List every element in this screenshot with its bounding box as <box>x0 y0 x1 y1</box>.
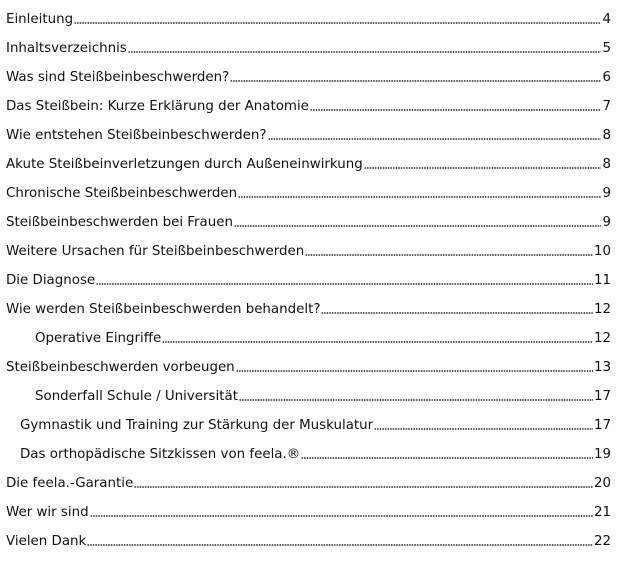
toc-entry[interactable] <box>35 326 611 348</box>
dot-leader <box>374 427 593 431</box>
toc-entry-page: 4 <box>602 12 611 27</box>
toc-entry[interactable] <box>6 268 611 290</box>
toc-entry-title: Wer wir sind <box>6 505 89 520</box>
toc-entry-title: Sonderfall Schule / Universität <box>35 389 238 404</box>
toc-entry-title: Steißbeinbeschwerden vorbeugen <box>6 360 235 375</box>
toc-entry-title: Chronische Steißbeinbeschwerden <box>6 186 238 201</box>
toc-entry-page: 9 <box>602 215 611 230</box>
toc-entry[interactable] <box>6 297 611 319</box>
toc-entry-title: Wie entstehen Steißbeinbeschwerden? <box>6 128 267 143</box>
toc-entry-page: 21 <box>593 505 611 520</box>
toc-entry[interactable] <box>6 65 611 87</box>
toc-entry-title: Operative Eingriffe <box>35 331 162 346</box>
toc-entry-title: Das orthopädische Sitzkissen von feela.® <box>20 447 301 462</box>
toc-entry[interactable] <box>6 36 611 58</box>
toc-entry[interactable] <box>35 384 611 406</box>
toc-entry-title: Gymnastik und Training zur Stärkung der Muskulatur <box>20 418 374 433</box>
toc-entry[interactable] <box>6 529 611 551</box>
dot-leader <box>364 166 602 170</box>
toc-entry-page: 22 <box>593 534 611 549</box>
dot-leader <box>230 79 601 83</box>
toc-entry-title: Vielen Dank <box>6 534 87 549</box>
dot-leader <box>301 456 593 460</box>
dot-leader <box>238 195 601 199</box>
dot-leader <box>134 485 593 489</box>
dot-leader <box>128 50 602 54</box>
toc-entry-title: Die Diagnose <box>6 273 96 288</box>
toc-entry-title: Steißbeinbeschwerden bei Frauen <box>6 215 233 230</box>
toc-entry-page: 7 <box>602 99 611 114</box>
toc-entry-page: 17 <box>593 418 611 433</box>
toc-entry-title: Weitere Ursachen für Steißbeinbeschwerden <box>6 244 305 259</box>
toc-entry[interactable] <box>6 123 611 145</box>
toc-entry-title: Wie werden Steißbeinbeschwerden behandelt? <box>6 302 321 317</box>
toc-entry-page: 12 <box>593 331 611 346</box>
toc-entry[interactable] <box>6 239 611 261</box>
toc-entry-page: 8 <box>602 128 611 143</box>
toc-entry[interactable] <box>6 181 611 203</box>
dot-leader <box>162 340 593 344</box>
toc-entry-title: Die feela.-Garantie <box>6 476 134 491</box>
toc-entry[interactable] <box>6 500 611 522</box>
toc-entry[interactable] <box>6 210 611 232</box>
toc-entry-page: 5 <box>602 41 611 56</box>
toc-entry-title: Akute Steißbeinverletzungen durch Außeneinwirkung <box>6 157 363 172</box>
dot-leader <box>310 108 602 112</box>
toc-entry-page: 6 <box>602 70 611 85</box>
toc-entry-page: 11 <box>593 273 611 288</box>
toc-entry-title: Das Steißbein: Kurze Erklärung der Anatomie <box>6 99 309 114</box>
toc-entry-page: 20 <box>593 476 611 491</box>
dot-leader <box>305 253 593 257</box>
toc-entry-page: 10 <box>593 244 611 259</box>
toc-entry[interactable] <box>20 442 611 464</box>
dot-leader <box>96 282 593 286</box>
toc-entry-page: 13 <box>593 360 611 375</box>
dot-leader <box>239 398 593 402</box>
dot-leader <box>87 543 593 547</box>
toc-entry-title: Inhaltsverzeichnis <box>6 41 127 56</box>
dot-leader <box>90 514 593 518</box>
toc-entry[interactable] <box>6 7 611 29</box>
dot-leader <box>236 369 593 373</box>
toc-entry-page: 19 <box>593 447 611 462</box>
dot-leader <box>268 137 602 141</box>
toc-entry-title: Was sind Steißbeinbeschwerden? <box>6 70 230 85</box>
toc-entry[interactable] <box>20 413 611 435</box>
toc-entry[interactable] <box>6 471 611 493</box>
toc-entry-page: 17 <box>593 389 611 404</box>
toc-entry-page: 8 <box>602 157 611 172</box>
toc-entry[interactable] <box>6 355 611 377</box>
dot-leader <box>74 21 601 25</box>
dot-leader <box>321 311 593 315</box>
toc-entry[interactable] <box>6 152 611 174</box>
dot-leader <box>234 224 602 228</box>
toc-entry[interactable] <box>6 94 611 116</box>
toc-entry-page: 9 <box>602 186 611 201</box>
toc-entry-page: 12 <box>593 302 611 317</box>
toc-entry-title: Einleitung <box>6 12 74 27</box>
